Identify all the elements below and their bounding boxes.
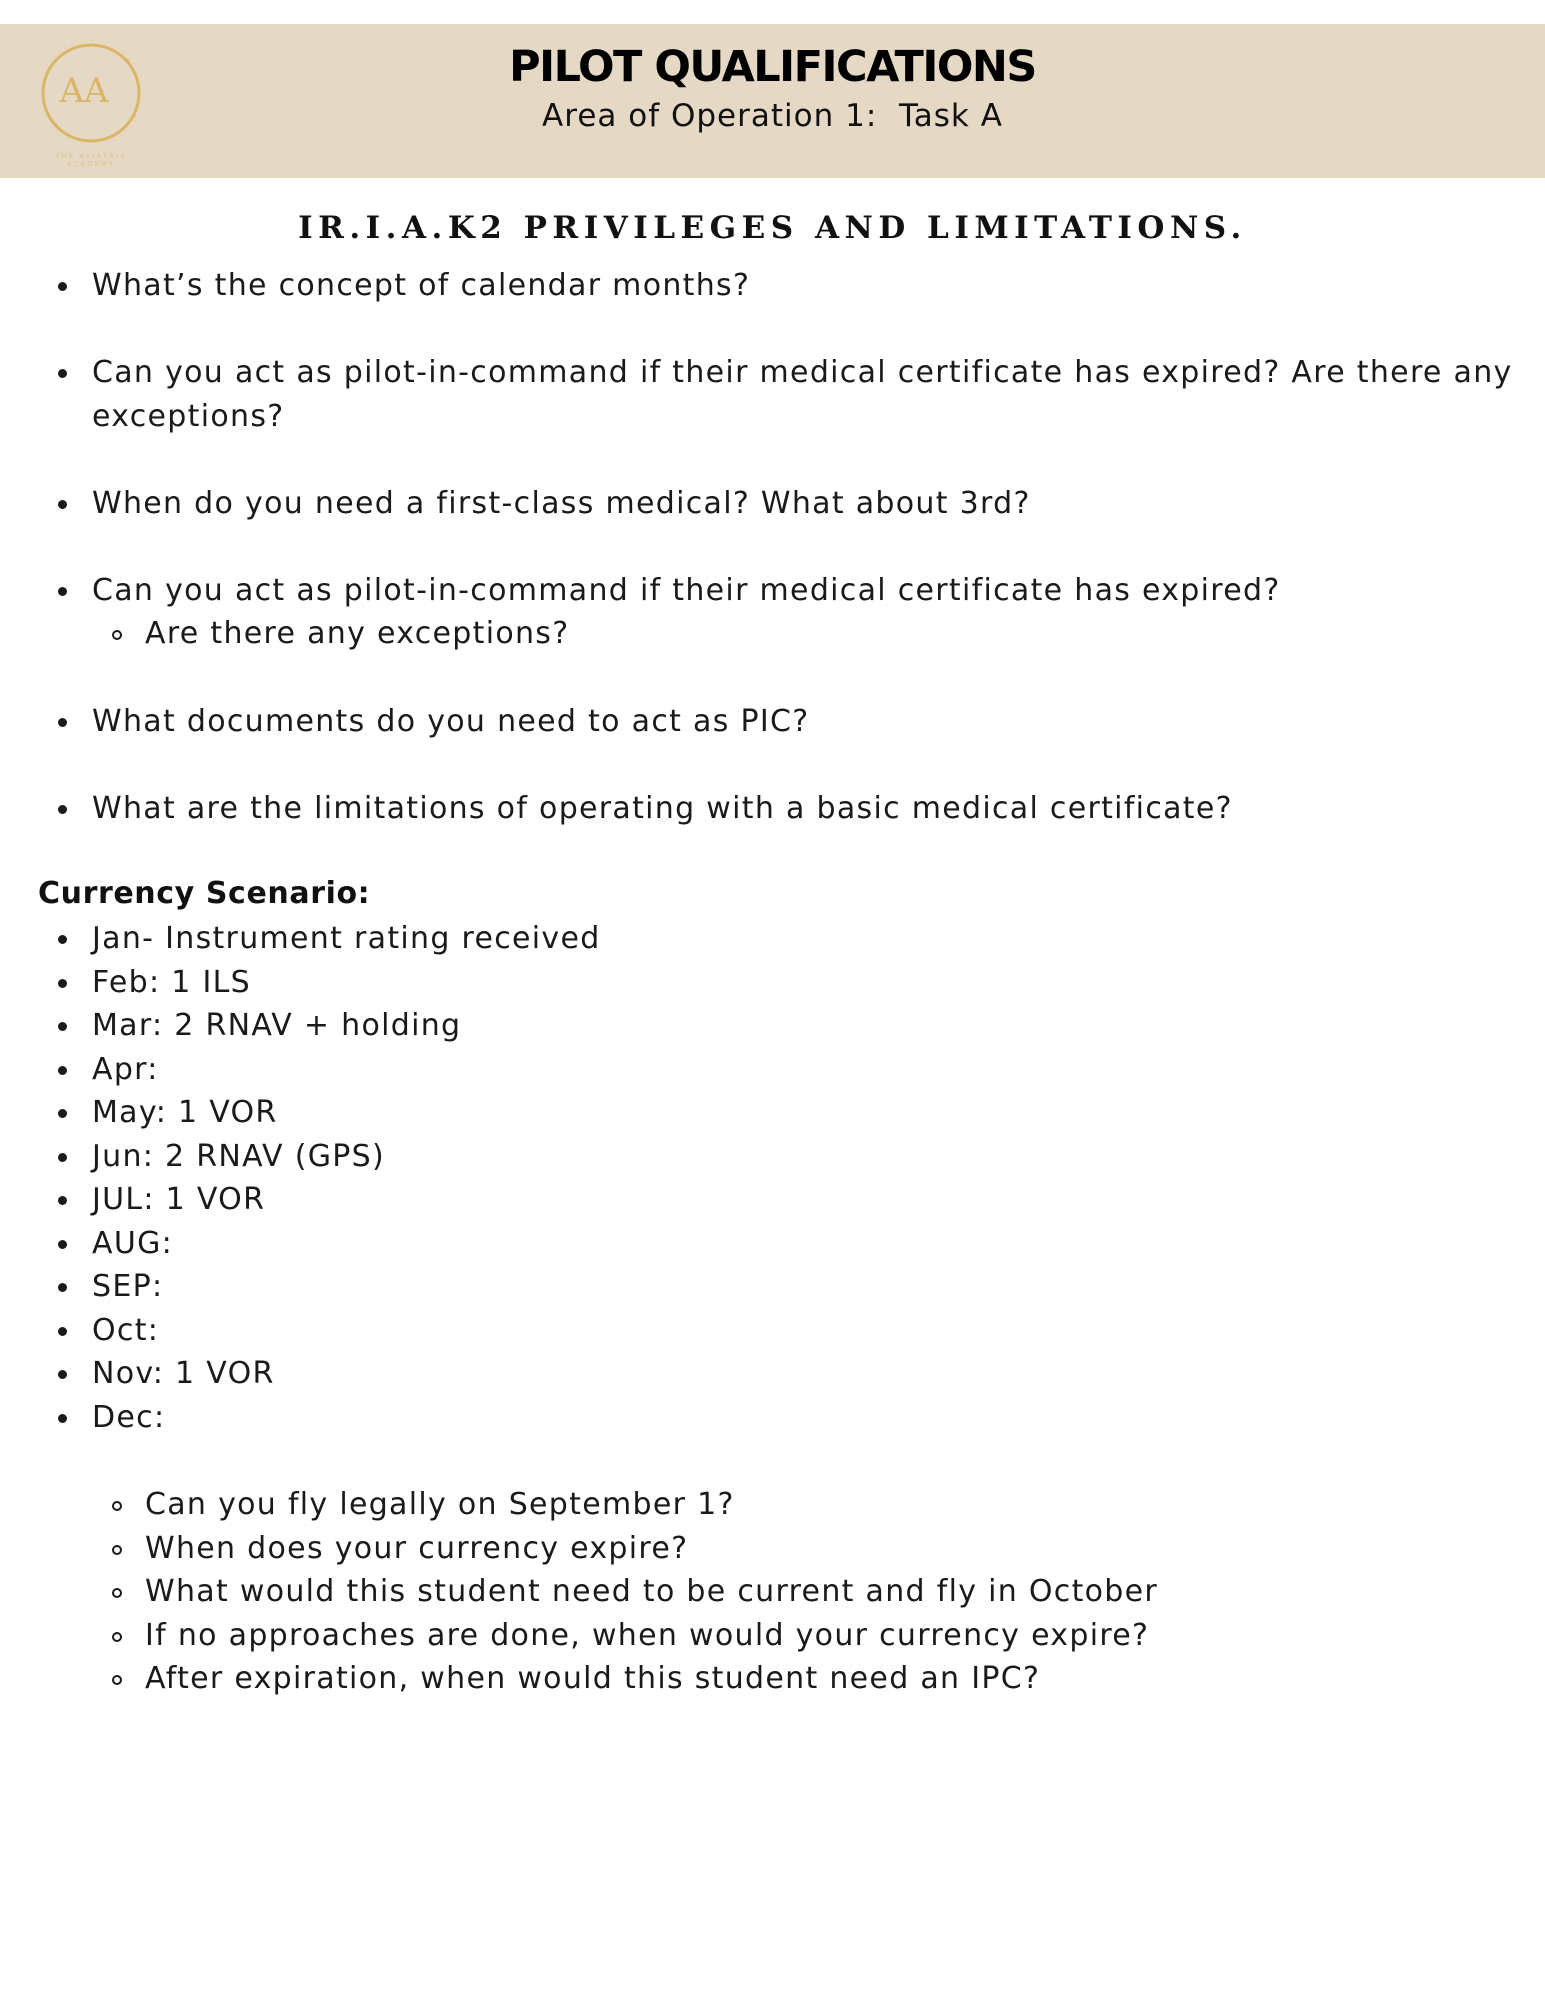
- sub-bullet-icon: [112, 1588, 122, 1598]
- month-item: May: 1 VOR: [92, 1095, 278, 1130]
- sub-bullet-icon: [112, 630, 122, 640]
- followup-item: After expiration, when would this student need an IPC?: [145, 1661, 1041, 1696]
- followup-item: If no approaches are done, when would your currency expire?: [145, 1618, 1150, 1653]
- bullet-icon: [58, 805, 67, 814]
- bullet-icon: [58, 1370, 67, 1379]
- month-item: SEP:: [92, 1269, 164, 1304]
- bullet-icon: [58, 1153, 67, 1162]
- header-band: [0, 24, 1545, 178]
- list-item: Can you act as pilot-in-command if their medical certificate has expired?: [92, 573, 1281, 608]
- list-item: When do you need a first-class medical? What about 3rd?: [92, 486, 1031, 521]
- bullet-icon: [58, 979, 67, 988]
- bullet-icon: [58, 1022, 67, 1031]
- sub-bullet-icon: [112, 1501, 122, 1511]
- bullet-icon: [58, 1327, 67, 1336]
- bullet-icon: [58, 587, 67, 596]
- followup-item: What would this student need to be current and fly in October: [145, 1574, 1159, 1609]
- list-item: Can you act as pilot-in-command if their medical certificate has expired? Are there any exceptions?: [92, 355, 1513, 434]
- month-item: Dec:: [92, 1400, 166, 1435]
- month-item: Nov: 1 VOR: [92, 1356, 275, 1391]
- scenario-heading: Currency Scenario:: [38, 876, 371, 911]
- followup-item: When does your currency expire?: [145, 1531, 689, 1566]
- logo-caption: THE AVIATRIX ACADEMY: [55, 152, 127, 168]
- page-title: PILOT QUALIFICATIONS: [509, 42, 1036, 92]
- bullet-icon: [58, 1109, 67, 1118]
- month-item: AUG:: [92, 1226, 174, 1261]
- bullet-icon: [58, 935, 67, 944]
- month-item: Jun: 2 RNAV (GPS): [92, 1139, 385, 1174]
- sub-bullet-icon: [112, 1632, 122, 1642]
- sub-bullet-icon: [112, 1545, 122, 1555]
- month-item: Mar: 2 RNAV + holding: [92, 1008, 462, 1043]
- page-subtitle: Area of Operation 1: Task A: [542, 98, 1003, 134]
- section-heading: IR.I.A.K2 PRIVILEGES AND LIMITATIONS.: [298, 210, 1247, 246]
- month-item: Apr:: [92, 1052, 159, 1087]
- month-item: Oct:: [92, 1313, 160, 1348]
- bullet-icon: [58, 500, 67, 509]
- month-item: Jan- Instrument rating received: [92, 921, 601, 956]
- followup-item: Can you fly legally on September 1?: [145, 1487, 735, 1522]
- list-item: What’s the concept of calendar months?: [92, 268, 751, 303]
- bullet-icon: [58, 369, 67, 378]
- bullet-icon: [58, 718, 67, 727]
- month-item: JUL: 1 VOR: [92, 1182, 266, 1217]
- bullet-icon: [58, 1283, 67, 1292]
- month-item: Feb: 1 ILS: [92, 965, 251, 1000]
- bullet-icon: [58, 282, 67, 291]
- list-item: What are the limitations of operating with a basic medical certificate?: [92, 791, 1233, 826]
- sub-bullet-icon: [112, 1675, 122, 1685]
- bullet-icon: [58, 1240, 67, 1249]
- bullet-icon: [58, 1066, 67, 1075]
- sub-list-item: Are there any exceptions?: [145, 616, 570, 651]
- bullet-icon: [58, 1196, 67, 1205]
- bullet-icon: [58, 1414, 67, 1423]
- list-item: What documents do you need to act as PIC?: [92, 704, 810, 739]
- logo-monogram: AA: [59, 71, 109, 111]
